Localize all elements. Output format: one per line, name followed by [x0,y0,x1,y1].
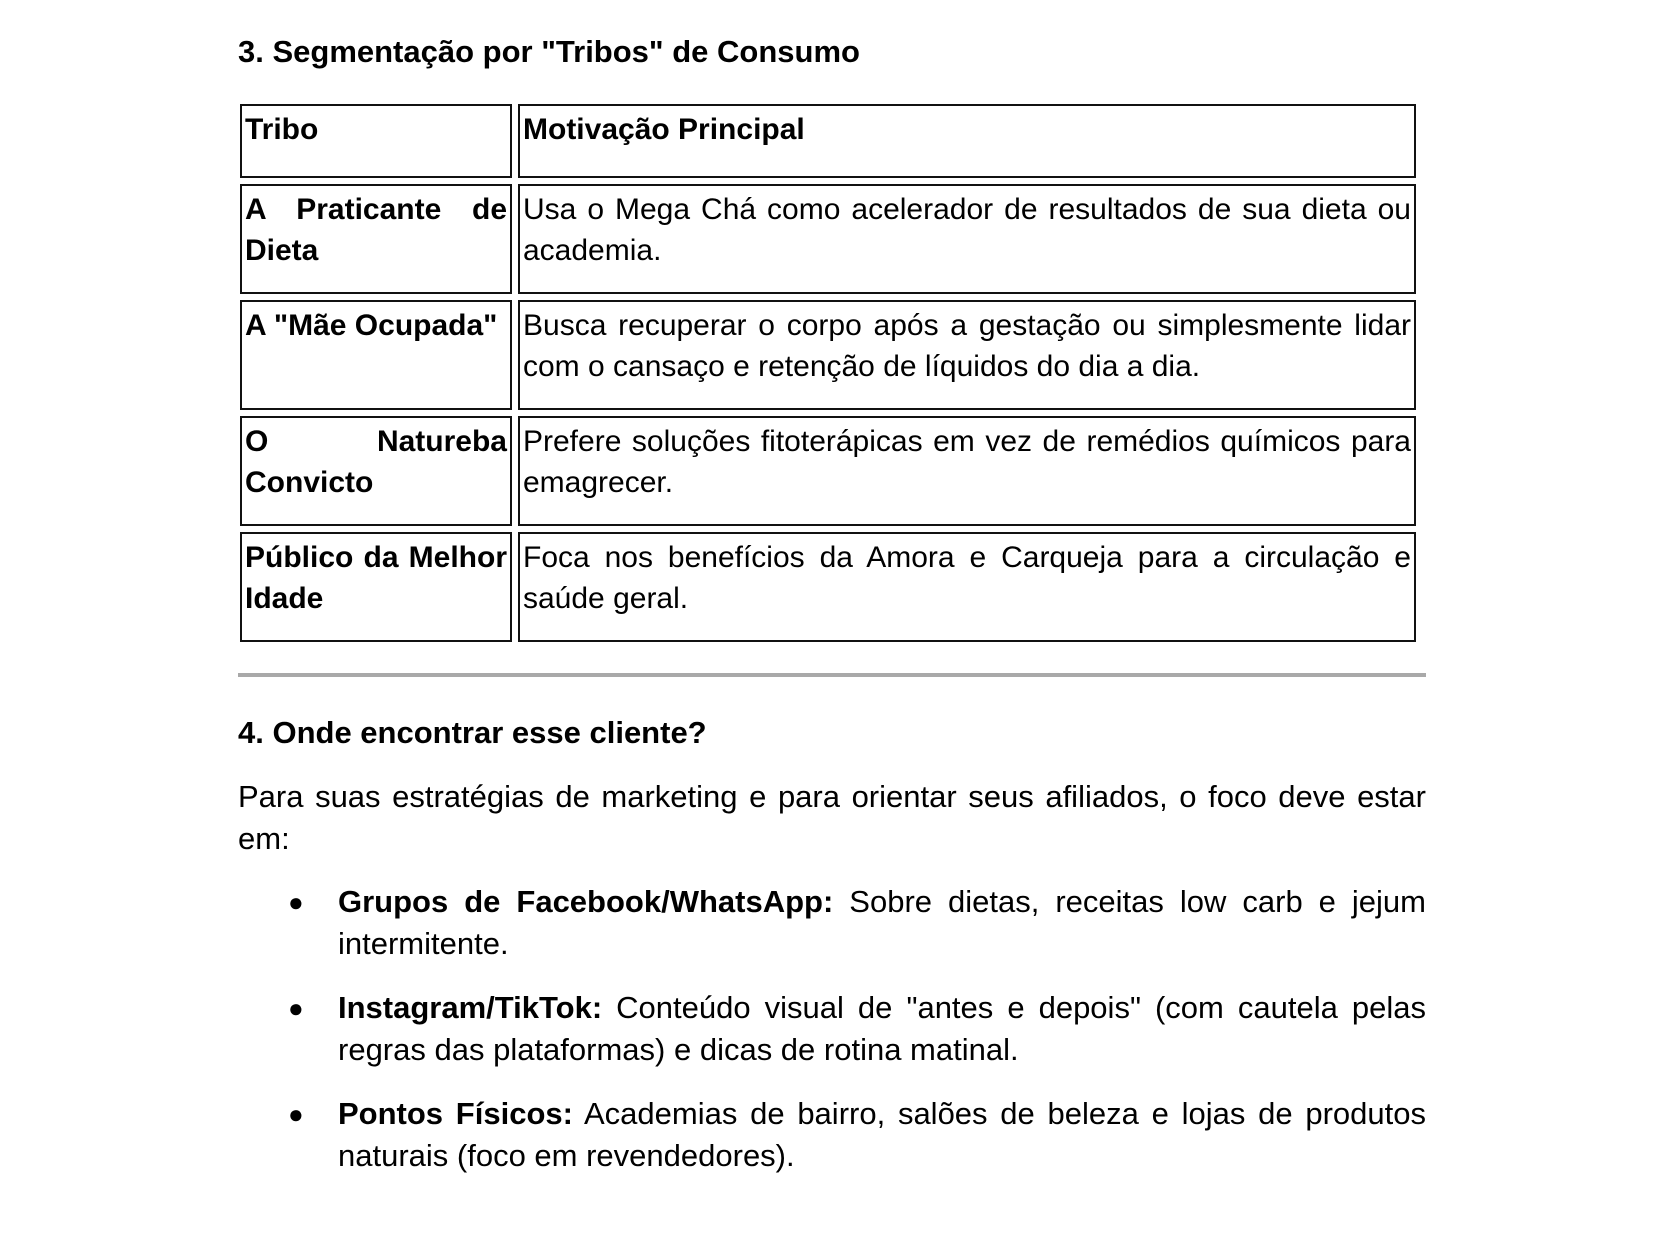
tribe-cell: Público da Melhor Idade [240,532,512,642]
table-row [240,300,1416,410]
tribe-cell: A Praticante de Dieta [240,184,512,294]
table-row [240,532,1416,642]
item-label: Instagram/TikTok: [338,990,603,1025]
tribes-table [234,98,1422,648]
table-row [240,416,1416,526]
item-label: Grupos de Facebook/WhatsApp: [338,884,834,919]
bullet-icon: ● [288,1099,304,1129]
item-text: Sobre dietas, receitas low carb e jejum intermitente. [338,884,1426,961]
table-header-cell: Motivação Principal [518,104,1416,178]
tribe-cell: O Natureba Convicto [240,416,512,526]
motivation-cell: Busca recuperar o corpo após a gestação ou simplesmente lidar com o cansaço e retenção de líquidos do dia a dia. [518,300,1416,410]
list-item [238,987,1426,1071]
table-row [240,184,1416,294]
motivation-cell: Usa o Mega Chá como acelerador de resultados de sua dieta ou academia. [518,184,1416,294]
section-title: 3. Segmentação por "Tribos" de Consumo [238,34,860,69]
item-label: Pontos Físicos: [338,1096,573,1131]
channels-list [238,881,1426,1199]
table-header-row [240,104,1416,178]
horizontal-divider [238,673,1426,677]
motivation-cell: Foca nos benefícios da Amora e Carqueja para a circulação e saúde geral. [518,532,1416,642]
list-item [238,1093,1426,1177]
intro-paragraph: Para suas estratégias de marketing e para orientar seus afiliados, o foco deve estar em: [238,779,1426,856]
motivation-cell: Prefere soluções fitoterápicas em vez de remédios químicos para emagrecer. [518,416,1416,526]
item-text: Conteúdo visual de "antes e depois" (com cautela pelas regras das plataformas) e dicas de rotina matinal. [338,990,1426,1067]
bullet-icon: ● [288,993,304,1023]
table-header-cell: Tribo [240,104,512,178]
section-title: 4. Onde encontrar esse cliente? [238,715,707,750]
item-text: Academias de bairro, salões de beleza e lojas de produtos naturais (foco em revendedores). [338,1096,1426,1173]
bullet-icon: ● [288,887,304,917]
tribe-cell: A "Mãe Ocupada" [240,300,512,410]
list-item [238,881,1426,965]
